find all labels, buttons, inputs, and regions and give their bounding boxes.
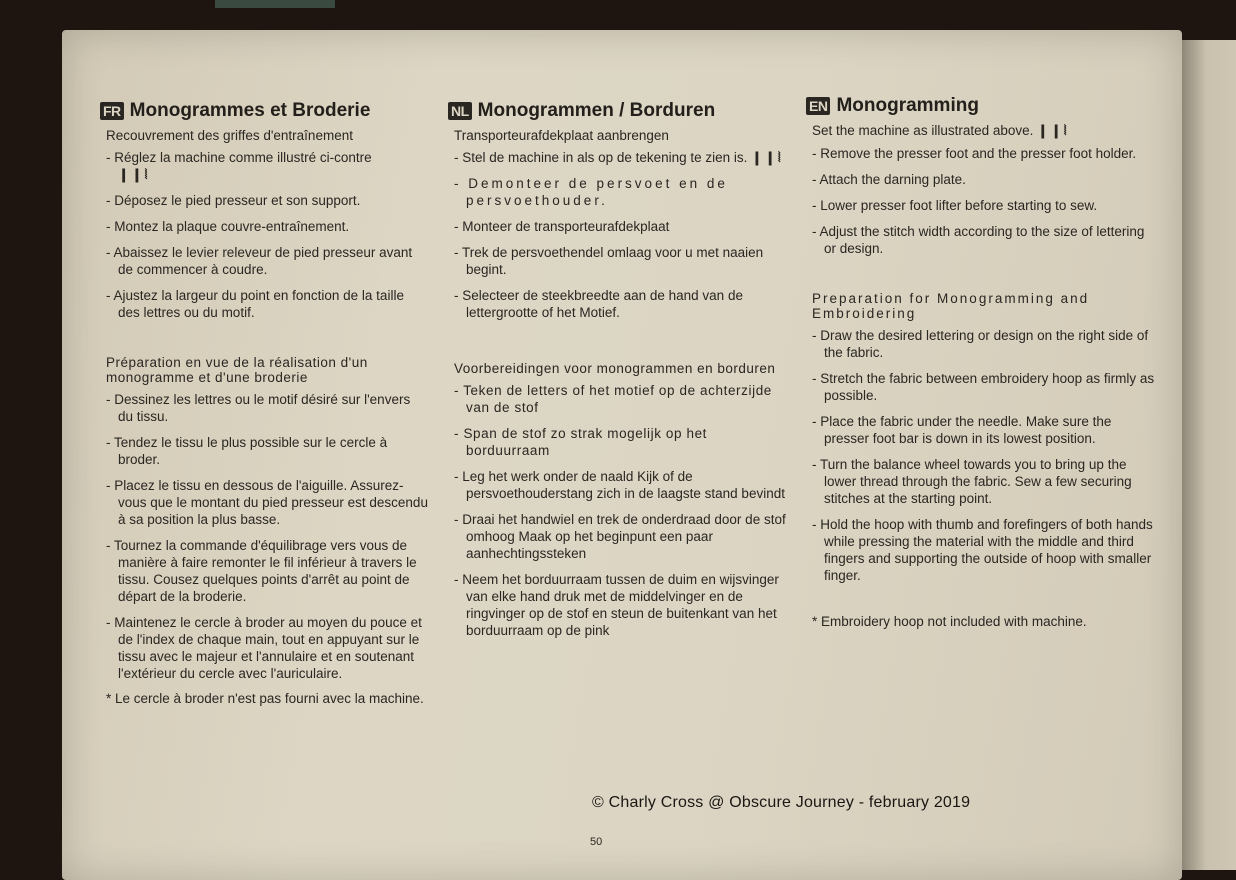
list-item: - Turn the balance wheel towards you to bring up the lower thread through the fabric. Sew a few securing stitches at the starting point. — [806, 456, 1156, 507]
list-item: - Stel de machine in als op de tekening te zien is. ❙❙⦚ — [448, 149, 786, 166]
list-item: - Trek de persvoethendel omlaag voor u met naaien begint. — [448, 244, 786, 278]
list-item: - Abaissez le levier releveur de pied presseur avant de commencer à coudre. — [100, 244, 428, 278]
list-item: - Span de stof zo strak mogelijk op het borduurraam — [448, 425, 786, 459]
step-list — [806, 145, 1156, 257]
list-item: - Lower presser foot lifter before starting to sew. — [806, 197, 1156, 214]
list-item: - Montez la plaque couvre-entraînement. — [100, 218, 428, 235]
language-badge-en: EN — [806, 97, 830, 115]
list-item: - Tendez le tissu le plus possible sur le cercle à broder. — [100, 434, 428, 468]
stitch-symbol-icon: ❙❙⦚ — [751, 150, 783, 165]
stitch-symbol-icon: ❙❙⦚ — [1037, 123, 1069, 138]
list-item: - Demonteer de persvoet en de persvoethouder. — [448, 175, 786, 209]
language-badge-nl: NL — [448, 102, 472, 120]
column-dutch — [448, 100, 786, 648]
section-header — [806, 95, 1156, 117]
footnote: * Le cercle à broder n'est pas fourni avec la machine. — [106, 691, 424, 706]
list-item: - Hold the hoop with thumb and forefingers of both hands while pressing the material with the middle and third fingers and supporting the outside of hoop with smaller finger. — [806, 516, 1156, 584]
list-item: - Selecteer de steekbreedte aan de hand van de lettergrootte of het Motief. — [448, 287, 786, 321]
column-english — [806, 95, 1156, 629]
page-number: 50 — [590, 836, 603, 848]
preparation-title: Préparation en vue de la réalisation d'un monogramme et d'une broderie — [106, 355, 368, 385]
list-item: - Monteer de transporteurafdekplaat — [448, 218, 786, 235]
preparation-list — [806, 327, 1156, 584]
list-item: - Tournez la commande d'équilibrage vers vous de manière à faire remonter le fil inférieur à travers le tissu. Cousez quelques points d'arrêt au point de départ de la broderie. — [100, 537, 428, 605]
footnote: * Embroidery hoop not included with machine. — [812, 614, 1087, 629]
section-header — [448, 100, 786, 122]
list-item: - Ajustez la largeur du point en fonction de la taille des lettres ou du motif. — [100, 287, 428, 321]
step-list — [100, 149, 428, 321]
list-item: - Attach the darning plate. — [806, 171, 1156, 188]
watermark-credit: © Charly Cross @ Obscure Journey - february 2019 — [592, 794, 971, 811]
column-french — [100, 100, 428, 706]
list-item: - Réglez la machine comme illustré ci-contre ❙❙⦚ — [100, 149, 428, 183]
preparation-list — [448, 382, 786, 639]
list-item: - Place the fabric under the needle. Make sure the presser foot bar is down in its lowest position. — [806, 413, 1156, 447]
subtitle: Transporteurafdekplaat aanbrengen — [454, 128, 669, 143]
step-list — [448, 149, 786, 321]
preparation-title: Preparation for Monogramming and Embroidering — [812, 291, 1090, 321]
list-item: - Dessinez les lettres ou le motif désiré sur l'envers du tissu. — [100, 391, 428, 425]
section-header — [100, 100, 428, 122]
language-badge-fr: FR — [100, 102, 124, 120]
next-page-edge — [1182, 40, 1236, 870]
section-title: Monogrammes et Broderie — [129, 100, 371, 121]
list-item: - Placez le tissu en dessous de l'aiguille. Assurez-vous que le montant du pied presseur est descendu à sa position la plus basse. — [100, 477, 428, 528]
list-item: - Adjust the stitch width according to the size of lettering or design. — [806, 223, 1156, 257]
list-item: - Leg het werk onder de naald Kijk of de persvoethouderstang zich in de laagste stand bevindt — [448, 468, 786, 502]
list-item: - Teken de letters of het motief op de achterzijde van de stof — [448, 382, 786, 416]
list-item: - Stretch the fabric between embroidery hoop as firmly as possible. — [806, 370, 1156, 404]
subtitle: Set the machine as illustrated above. ❙❙⦚ — [812, 123, 1069, 138]
preparation-title: Voorbereidingen voor monogrammen en borduren — [454, 361, 776, 376]
list-item: - Neem het borduurraam tussen de duim en wijsvinger van elke hand druk met de middelvinger en de ringvinger op de stof en steun de buitenkant van het borduurraam op de pink — [448, 571, 786, 639]
preparation-list — [100, 391, 428, 682]
background-object — [215, 0, 335, 8]
list-item: - Remove the presser foot and the presser foot holder. — [806, 145, 1156, 162]
list-item: - Draw the desired lettering or design on the right side of the fabric. — [806, 327, 1156, 361]
list-item: - Déposez le pied presseur et son support. — [100, 192, 428, 209]
section-title: Monogrammen / Borduren — [477, 100, 716, 121]
stitch-symbol-icon: ❙❙⦚ — [118, 167, 150, 182]
subtitle: Recouvrement des griffes d'entraînement — [106, 128, 353, 143]
list-item: - Maintenez le cercle à broder au moyen du pouce et de l'index de chaque main, tout en appuyant sur le tissu avec le majeur et l'annulaire et en soutenant l'extérieur du cercle avec l'auriculaire. — [100, 614, 428, 682]
list-item: - Draai het handwiel en trek de onderdraad door de stof omhoog Maak op het beginpunt een paar aanhechtingssteken — [448, 511, 786, 562]
section-title: Monogramming — [836, 95, 979, 116]
